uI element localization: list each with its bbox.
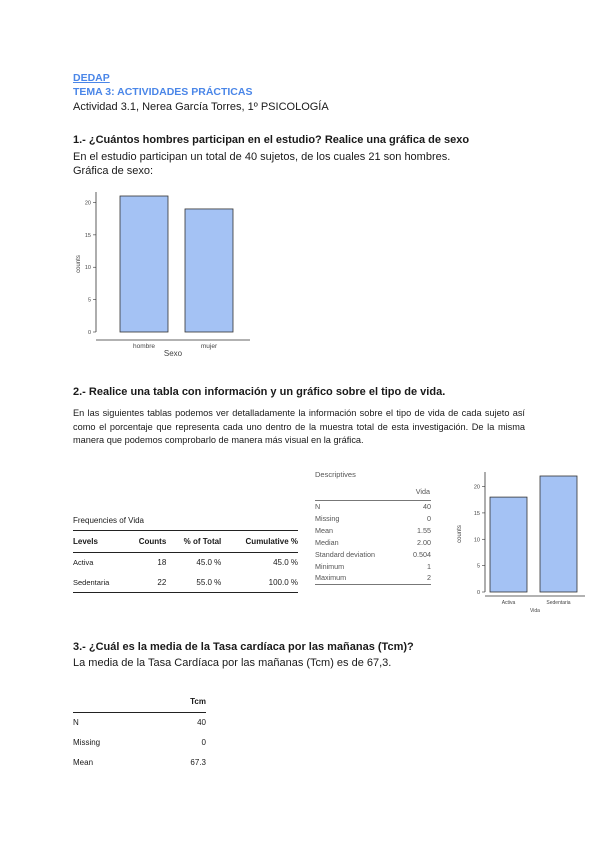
table-row xyxy=(73,553,298,573)
cell: 18 xyxy=(157,558,167,568)
cell: 0 xyxy=(201,737,206,747)
vida-bar-chart xyxy=(455,470,590,625)
frequencies-title: Frequencies of Vida xyxy=(73,516,145,525)
activity-line: Actividad 3.1, Nerea García Torres, 1º PSICOLOGÍA xyxy=(73,101,329,113)
y-tick-label: 0 xyxy=(87,330,91,336)
col-levels: Levels xyxy=(73,537,98,546)
tcm-table xyxy=(73,692,206,772)
y-tick-label: 10 xyxy=(84,265,91,272)
cell: Activa xyxy=(73,558,94,568)
table-row xyxy=(315,512,431,524)
x-axis-label: Sexo xyxy=(163,349,183,358)
table-row xyxy=(73,712,206,732)
cell: N xyxy=(315,501,321,511)
cell: Missing xyxy=(73,737,101,747)
chart-caption: Gráfica de sexo: xyxy=(73,165,154,177)
y-tick-label: 15 xyxy=(84,232,91,239)
table-row xyxy=(73,752,206,772)
cell: Sedentaria xyxy=(73,577,110,587)
cell: 22 xyxy=(157,577,167,587)
col-percent: % of Total xyxy=(183,537,222,546)
sex-bar-chart xyxy=(70,185,280,370)
frequencies-table xyxy=(73,530,298,593)
table-row xyxy=(315,500,431,512)
table-row xyxy=(315,548,431,560)
cell: N xyxy=(73,717,79,727)
y-tick-label: 10 xyxy=(473,537,480,544)
x-tick-label: Sedentaria xyxy=(546,600,571,606)
x-tick-label: mujer xyxy=(200,343,218,350)
cell: Mean xyxy=(73,757,94,767)
y-tick-label: 5 xyxy=(476,563,480,570)
question-2-title: 2.- Realice una tabla con información y un gráfico sobre el tipo de vida. xyxy=(73,386,446,398)
x-tick-label: Activa xyxy=(501,600,516,606)
cell: 0.504 xyxy=(413,549,431,559)
question-3-title: 3.- ¿Cuál es la media de la Tasa cardíaca por las mañanas (Tcm)? xyxy=(73,641,414,653)
col-vida: Vida xyxy=(415,487,430,497)
cell: 55.0 % xyxy=(196,577,222,587)
table-row xyxy=(315,524,431,536)
cell: Minimum xyxy=(315,561,345,571)
cell: 67.3 xyxy=(190,757,206,767)
topic-heading: TEMA 3: ACTIVIDADES PRÁCTICAS xyxy=(73,86,253,98)
y-tick-label: 20 xyxy=(473,484,480,491)
cell: 45.0 % xyxy=(273,558,298,568)
cell: 1.55 xyxy=(417,525,431,535)
x-tick-label: hombre xyxy=(132,343,156,350)
cell: 2 xyxy=(427,573,431,583)
descriptives-table xyxy=(315,484,431,585)
y-tick-label: 5 xyxy=(87,297,91,304)
table-row xyxy=(315,560,431,572)
cell: 100.0 % xyxy=(268,577,298,587)
cell: 40 xyxy=(197,717,206,727)
y-tick-label: 0 xyxy=(476,590,480,596)
question-1-answer: En el estudio participan un total de 40 sujetos, de los cuales 21 son hombres. xyxy=(73,151,451,163)
cell: 2.00 xyxy=(417,537,431,547)
y-axis-label: counts xyxy=(457,525,463,543)
cell: Standard deviation xyxy=(315,549,375,559)
table-row xyxy=(315,536,431,548)
cell: 1 xyxy=(427,561,431,571)
question-2-paragraph: En las siguientes tablas podemos ver detalladamente la información sobre el tipo de vida de cada sujeto así como el porcentaje que representa cada uno dentro de la muestra total de esta investigación. De la misma manera que podemos comprobarlo de manera más visual en la gráfica. xyxy=(73,408,525,445)
cell: Mean xyxy=(315,525,333,535)
y-tick-label: 15 xyxy=(473,510,480,517)
table-row xyxy=(73,573,298,593)
descriptives-title: Descriptives xyxy=(315,470,356,479)
question-1-title: 1.- ¿Cuántos hombres participan en el estudio? Realice una gráfica de sexo xyxy=(73,134,470,146)
question-3-answer: La media de la Tasa Cardíaca por las mañanas (Tcm) es de 67,3. xyxy=(73,657,392,669)
bar xyxy=(185,209,233,332)
cell: Missing xyxy=(315,513,340,523)
bar xyxy=(120,196,168,332)
cell: Maximum xyxy=(315,573,347,583)
col-tcm: Tcm xyxy=(190,697,206,707)
col-counts: Counts xyxy=(138,537,167,546)
y-tick-label: 20 xyxy=(84,200,91,207)
table-row xyxy=(73,732,206,752)
bar xyxy=(540,476,577,592)
bar xyxy=(490,497,527,592)
table-row xyxy=(315,572,431,584)
cell: Median xyxy=(315,537,339,547)
cell: 0 xyxy=(427,513,431,523)
x-axis-label: Vida xyxy=(530,608,540,614)
cell: 45.0 % xyxy=(196,558,222,568)
cell: 40 xyxy=(423,501,431,511)
course-link[interactable]: DEDAP xyxy=(73,72,110,84)
col-cumulative: Cumulative % xyxy=(245,537,298,546)
y-axis-label: counts xyxy=(76,255,82,273)
